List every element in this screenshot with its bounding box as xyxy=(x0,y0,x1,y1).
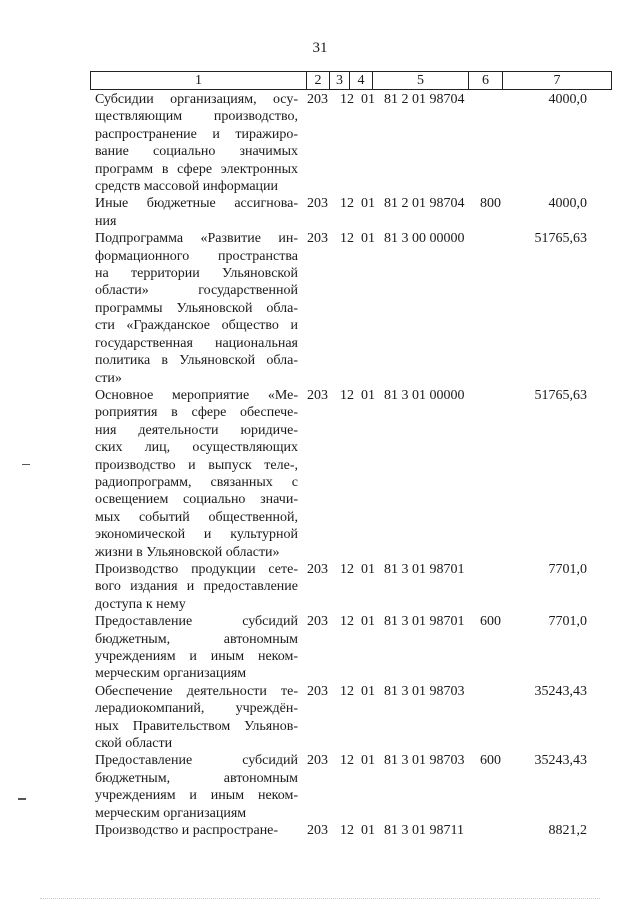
header-col-7: 7 xyxy=(502,72,611,89)
description-line: производство и выпуск теле-, xyxy=(95,457,298,473)
table-header xyxy=(90,71,612,90)
cell-c4: 01 xyxy=(361,683,375,699)
cell-c5: 81 3 00 00000 xyxy=(384,231,465,247)
row-description xyxy=(95,387,298,561)
description-line: учреждениям и иным неком- xyxy=(95,649,298,664)
description-line: Иные бюджетные ассигнова- xyxy=(95,196,298,212)
description-line: Предоставление субсидий xyxy=(95,753,298,769)
cell-c4: 01 xyxy=(361,231,375,247)
description-line: средств массовой информации xyxy=(95,179,279,195)
cell-c4: 01 xyxy=(361,387,375,403)
description-line: государственная национальная xyxy=(95,335,298,351)
cell-c5: 81 3 01 98703 xyxy=(384,753,465,769)
cell-c3: 12 xyxy=(340,823,354,839)
scan-mark xyxy=(22,464,30,465)
cell-c3: 12 xyxy=(340,387,354,403)
table-row xyxy=(95,822,615,839)
description-line: программы Ульяновской обла- xyxy=(95,300,298,316)
cell-c5: 81 3 01 00000 xyxy=(384,387,465,403)
cell-c6: 600 xyxy=(480,614,501,630)
description-line: Обеспечение деятельности те- xyxy=(95,683,298,699)
cell-c7: 4000,0 xyxy=(548,92,587,107)
description-line: освещением социально значи- xyxy=(95,492,298,508)
description-line: радиопрограмм, связанных с xyxy=(95,474,298,490)
table-row xyxy=(95,683,615,753)
description-line: сти» xyxy=(95,370,122,386)
cell-c2: 203 xyxy=(307,753,328,769)
description-line: области» государственной xyxy=(95,283,298,299)
cell-c4: 01 xyxy=(361,823,375,839)
row-description xyxy=(95,195,298,230)
scan-edge xyxy=(40,898,600,901)
cell-c5: 81 3 01 98711 xyxy=(384,823,464,839)
cell-c6: 800 xyxy=(480,196,501,212)
description-line: распространение и тиражиро- xyxy=(95,126,298,142)
row-description xyxy=(95,91,298,195)
scan-mark xyxy=(18,798,26,800)
description-line: Производство и распростране- xyxy=(95,823,279,839)
description-line: ния xyxy=(95,213,117,229)
header-col-3: 3 xyxy=(329,72,349,89)
cell-c4: 01 xyxy=(361,196,375,212)
cell-c2: 203 xyxy=(307,387,328,403)
cell-c7: 51765,63 xyxy=(534,387,587,403)
description-line: ных Правительством Ульянов- xyxy=(95,718,298,734)
page-number: 31 xyxy=(312,40,328,56)
description-line: вого издания и предоставление xyxy=(95,579,298,595)
description-line: ской области xyxy=(95,736,173,752)
cell-c2: 203 xyxy=(307,614,328,630)
cell-c2: 203 xyxy=(307,231,328,247)
cell-c7: 7701,0 xyxy=(548,561,587,577)
cell-c2: 203 xyxy=(307,196,328,212)
header-col-2: 2 xyxy=(306,72,329,89)
cell-c5: 81 2 01 98704 xyxy=(384,196,465,212)
description-line: жизни в Ульяновской области» xyxy=(95,544,280,560)
description-line: мых событий общественной, xyxy=(95,509,298,525)
header-col-1: 1 xyxy=(195,73,202,88)
description-line: ществляющим производство, xyxy=(95,109,298,125)
description-line: бюджетным, автономным xyxy=(95,770,298,786)
row-description xyxy=(95,683,298,753)
description-line: Предоставление субсидий xyxy=(95,614,298,630)
cell-c2: 203 xyxy=(307,92,328,107)
cell-c4: 01 xyxy=(361,753,375,769)
table-row xyxy=(95,387,615,561)
cell-c3: 12 xyxy=(340,561,354,577)
description-line: доступа к нему xyxy=(95,596,186,612)
cell-c7: 4000,0 xyxy=(548,196,587,212)
cell-c7: 35243,43 xyxy=(534,683,587,699)
cell-c3: 12 xyxy=(340,196,354,212)
cell-c3: 12 xyxy=(340,683,354,699)
cell-c3: 12 xyxy=(340,92,354,107)
row-description xyxy=(95,822,298,839)
description-line: программ в сфере электронных xyxy=(95,161,298,177)
header-col-5: 5 xyxy=(372,72,468,89)
row-description xyxy=(95,561,298,613)
cell-c2: 203 xyxy=(307,683,328,699)
description-line: на территории Ульяновской xyxy=(95,266,298,282)
table-row xyxy=(95,561,615,613)
cell-c7: 7701,0 xyxy=(548,614,587,630)
cell-c6: 600 xyxy=(480,753,501,769)
cell-c5: 81 3 01 98703 xyxy=(384,683,465,699)
cell-c2: 203 xyxy=(307,561,328,577)
table-row xyxy=(95,230,615,387)
description-line: экономической и культурной xyxy=(95,527,298,543)
cell-c7: 51765,63 xyxy=(534,231,587,247)
header-col-4: 4 xyxy=(349,72,372,89)
cell-c4: 01 xyxy=(361,614,375,630)
cell-c4: 01 xyxy=(361,92,375,107)
description-line: роприятия в сфере обеспече- xyxy=(95,405,298,421)
cell-c5: 81 3 01 98701 xyxy=(384,614,465,630)
description-line: Основное мероприятие «Ме- xyxy=(95,387,298,403)
description-line: лерадиокомпаний, учреждён- xyxy=(95,701,298,717)
table-row xyxy=(95,613,615,683)
table-row xyxy=(95,752,615,822)
cell-c3: 12 xyxy=(340,231,354,247)
cell-c7: 8821,2 xyxy=(548,823,587,839)
description-line: вание социально значимых xyxy=(95,144,298,160)
description-line: мерческим организациям xyxy=(95,666,247,682)
row-description xyxy=(95,752,298,822)
table-row xyxy=(95,195,615,230)
cell-c5: 81 2 01 98704 xyxy=(384,92,465,107)
description-line: Подпрограмма «Развитие ин- xyxy=(95,231,298,247)
description-line: сти «Гражданское общество и xyxy=(95,318,298,334)
cell-c2: 203 xyxy=(307,823,328,839)
row-description xyxy=(95,613,298,683)
header-col-6: 6 xyxy=(468,72,502,89)
cell-c7: 35243,43 xyxy=(534,753,587,769)
table-row xyxy=(95,91,615,195)
cell-c3: 12 xyxy=(340,614,354,630)
cell-c4: 01 xyxy=(361,561,375,577)
description-line: ских лиц, осуществляющих xyxy=(95,440,298,456)
description-line: формационного пространства xyxy=(95,248,298,264)
description-line: политика в Ульяновской обла- xyxy=(95,353,298,369)
row-description xyxy=(95,230,298,387)
table-body xyxy=(95,91,615,839)
cell-c5: 81 3 01 98701 xyxy=(384,561,465,577)
description-line: Субсидии организациям, осу- xyxy=(95,92,298,107)
cell-c3: 12 xyxy=(340,753,354,769)
description-line: мерческим организациям xyxy=(95,805,247,821)
description-line: бюджетным, автономным xyxy=(95,631,298,647)
description-line: Производство продукции сете- xyxy=(95,561,298,577)
description-line: учреждениям и иным неком- xyxy=(95,788,298,804)
description-line: ния деятельности юридиче- xyxy=(95,422,298,438)
